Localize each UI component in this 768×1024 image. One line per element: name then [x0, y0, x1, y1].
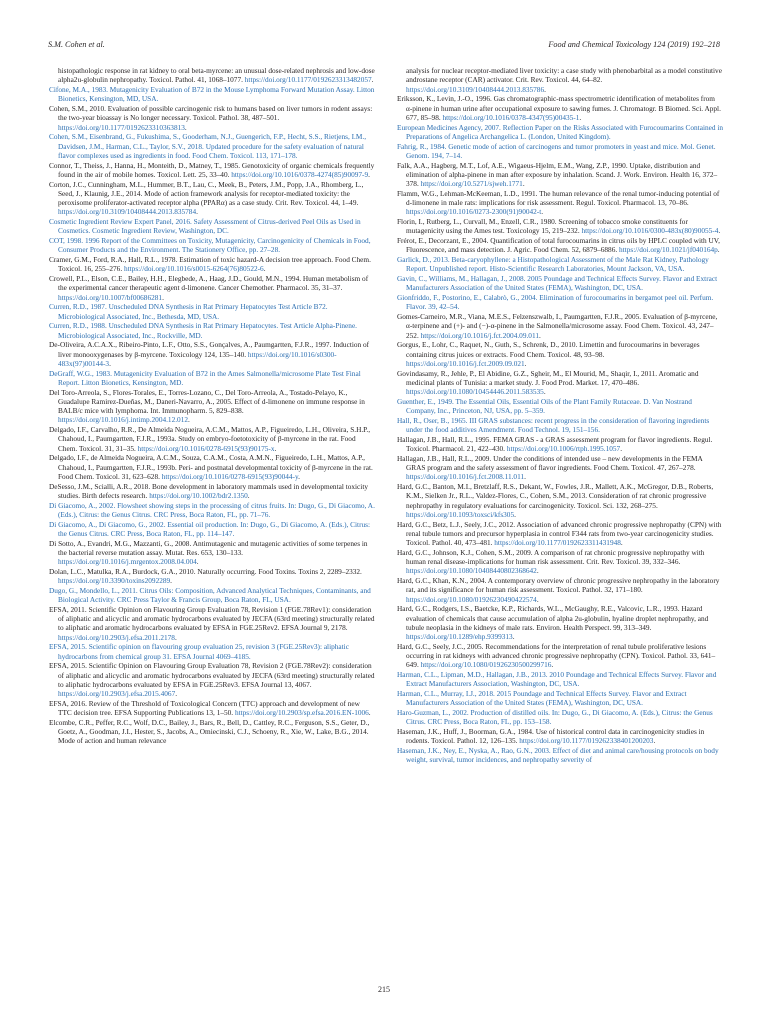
doi-link[interactable]: https://doi.org/10.1016/s0015-6264(76)80522-6	[123, 264, 264, 274]
doi-link[interactable]: https://doi.org/10.1016/s0300-483x(97)00144-3	[58, 349, 337, 368]
reference-text: Connor, T., Theiss, J., Hanna, H., Monteith, D., Matney, T., 1985. Genotoxicity of organic chemicals frequently found in the air of mobile homes. Toxicol. Lett. 25, 33–40.	[49, 160, 375, 179]
doi-link[interactable]: https://doi.org/10.1080/01926230490422574	[406, 594, 537, 604]
doi-link[interactable]: https://doi.org/10.1006/rtph.1995.1057	[506, 444, 621, 453]
reference-text: Florin, I., Rutberg, L., Curvall, M., Enzell, C.R., 1980. Screening of tobacco smoke constituents for mutagenicity using the Ames test. Toxicology 15, 219–232.	[397, 217, 688, 236]
reference-entry	[397, 482, 723, 519]
reference-text: Corton, J.C., Cunningham, M.L., Hummer, B.T., Lau, C., Meek, B., Peters, J.M., Popp, J.A., Rhomberg, L., Seed, J., Klaunig, J.E., 2014. Mode of action framework analysis for receptor-mediated toxicity: the peroxisome proliferator-activated receptor alpha (PPARα) as a case study. Crit. Rev. Toxicol. 44, 1–49.	[49, 179, 364, 207]
reference-entry	[49, 605, 375, 642]
reference-suffix: .	[717, 245, 720, 255]
doi-link[interactable]: https://doi.org/10.1016/0278-6915(93)90175-x	[137, 443, 275, 453]
doi-link[interactable]: https://doi.org/10.1177/0192623311431948	[494, 538, 621, 547]
doi-link[interactable]: https://doi.org/10.1289/ehp.9399313	[406, 632, 513, 641]
doi-link[interactable]: https://doi.org/10.1007/bf00686281	[58, 292, 163, 302]
reference-entry[interactable]	[397, 397, 723, 416]
reference-entry[interactable]	[49, 586, 375, 605]
reference-entry	[397, 520, 723, 548]
page-number: 215	[378, 985, 390, 994]
reference-suffix: .	[247, 490, 250, 500]
reference-text: Haseman, J.K., Huff, J., Boorman, G.A., 1984. Use of historical control data in carcinogenicity studies in rodents. Toxicol. Pathol. 12, 126–135.	[397, 727, 705, 746]
doi-link[interactable]: https://doi.org/10.2903/j.efsa.2015.4067	[58, 689, 176, 698]
doi-link[interactable]: https://doi.org/10.2903/j.efsa.2011.2178	[58, 632, 175, 642]
reference-suffix: .	[170, 576, 172, 585]
doi-link[interactable]: https://doi.org/10.1177/019262338401200203	[519, 736, 654, 746]
reference-entry[interactable]	[49, 369, 375, 388]
reference-text: Frérot, E., Decorzant, E., 2004. Quantification of total furocoumarins in citrus oils by HPLC coupled with UV, Fluorescence, and mass detection. J. Agric. Food Chem. 52, 6879–6886.	[397, 236, 720, 255]
doi-link[interactable]: https://doi.org/10.1080/10408440802368642	[406, 566, 537, 576]
doi-link[interactable]: https://doi.org/10.1177/0192623310363813	[58, 122, 185, 132]
reference-text[interactable]: Curren, R.D., 1988. Unscheduled DNA Synthesis in Rat Primary Hepatocytes. Test Article Alpha-Pinene. Microbiological Associated, Inc., Rockville, MD.	[49, 321, 358, 340]
reference-entry[interactable]	[49, 501, 375, 520]
reference-text: histopathologic response in rat kidney to oral beta-myrcene: an unusual dose-related nephrosis and low-dose alpha2u-globulin nephropathy. Toxicol. Pathol. 41, 1068–1077.	[58, 66, 375, 85]
reference-entry	[49, 66, 375, 85]
doi-link[interactable]: https://doi.org/10.1016/0378-4274(85)90097-9	[231, 169, 369, 179]
reference-text[interactable]: Garlick, D., 2013. Beta-caryophyllene: a Histopathological Assessment of the Male Rat Kidney, Pathology Report. Unpublished report. Histo-Scientific Research Laboratories, Mount Jackson, VA, USA.	[397, 255, 709, 274]
reference-entry	[49, 661, 375, 698]
doi-link[interactable]: https://doi.org/10.1021/jf040164p	[619, 245, 718, 255]
reference-text[interactable]: Cifone, M.A., 1983. Mutagenicity Evaluation of B72 in the Mouse Lymphoma Forward Mutation Assay. Litton Bionetics, Kensington, MD, USA.	[49, 85, 375, 104]
reference-entry[interactable]	[49, 236, 375, 255]
reference-suffix: .	[538, 330, 541, 340]
reference-text: Hard, G.C., Betz, L.J., Seely, J.C., 2012. Association of advanced chronic progressive nephropathy (CPN) with renal tubule tumors and precursor hyperplasia in control F344 rats from two-year carcinogenicity studies. Toxicol. Pathol. 40, 473–481.	[397, 519, 722, 547]
reference-text[interactable]: COT, 1998. 1996 Report of the Committees on Toxicity, Mutagenicity, Carcinogenicity of Chemicals in Food, Consumer Products and the Environment. The Stationery Office, pp. 27–28.	[49, 236, 371, 255]
reference-suffix: .	[263, 264, 266, 274]
reference-entry	[397, 576, 723, 604]
doi-link[interactable]: https://doi.org/10.1016/0273-2300(91)90042-t	[406, 207, 542, 217]
reference-entry	[49, 425, 375, 453]
reference-text[interactable]: European Medicines Agency, 2007. Reflection Paper on the Risks Associated with Furocoumarins Contained in Preparations of Angelica Archangelica L. (London, United Kingdom).	[397, 122, 724, 141]
reference-suffix: .	[368, 708, 371, 717]
reference-suffix: .	[371, 75, 374, 85]
reference-text: Hard, G.C., Banton, M.I., Bretzlaff, R.S., Dekant, W., Fowles, J.R., Mallett, A.K., McGregor, D.B., Roberts, K.M., Sielken Jr., R.L., Valdez-Flores, C., Cohen, S.M., 2013. Consideration of rat chronic progressive nephropathy in regulatory evaluations for carcinogenicity. Toxicol. Sci. 132, 268–275.	[397, 482, 714, 510]
references-right-column	[397, 66, 723, 765]
reference-text: EFSA, 2016. Review of the Threshold of Toxicological Concern (TTC) approach and development of new TTC decision tree. EFSA Supporting Publications 13, 1–50.	[49, 698, 360, 717]
reference-entry	[397, 340, 723, 368]
reference-text[interactable]: Di Giacomo, A., Di Giacomo, G., 2002. Essential oil production. In: Dugo, G., Di Giacomo, A. (Eds.), Citrus: the Genus Citrus. CRC Press, Boca Raton, FL, pp. 114–147.	[49, 519, 371, 538]
reference-entry	[397, 94, 723, 122]
reference-entry	[49, 482, 375, 501]
reference-entry[interactable]	[49, 85, 375, 104]
reference-entry[interactable]	[49, 217, 375, 236]
reference-suffix: .	[514, 509, 516, 519]
reference-entry	[49, 539, 375, 567]
reference-text: Cramer, G.M., Ford, R.A., Hall, R.L., 1978. Estimation of toxic hazard-A decision tree approach. Food Chem. Toxicol. 16, 255–276.	[49, 255, 371, 274]
running-header	[48, 40, 720, 54]
reference-entry	[49, 388, 375, 425]
reference-entry[interactable]	[397, 708, 723, 727]
doi-link[interactable]: https://doi.org/10.1016/0278-6915(93)90044-y	[161, 471, 299, 481]
header-authors: S.M. Cohen et al.	[48, 40, 105, 49]
reference-text[interactable]: Cosmetic Ingredient Review Expert Panel, 2016. Safety Assessment of Citrus-derived Peel Oils as Used in Cosmetics. Cosmetic Ingredient Review, Washington, DC.	[49, 217, 361, 236]
reference-text: DeSesso, J.M., Scialli, A.R., 2018. Bone development in laboratory mammals used in developmental toxicity studies. Birth defects research.	[49, 481, 368, 500]
reference-entry[interactable]	[49, 520, 375, 539]
reference-entry[interactable]	[397, 142, 723, 161]
reference-text[interactable]: Gionfriddo, F., Postorino, E., Calabrò, G., 2004. Elimination of furocoumarins in bergamot peel oil. Perfum. Flavor. 39, 42–54.	[397, 293, 714, 312]
doi-link[interactable]: https://doi.org/10.1080/10454446.2011.583535	[406, 387, 544, 396]
doi-link[interactable]: https://doi.org/10.3390/toxins2092289	[58, 576, 171, 585]
reference-suffix: .	[620, 538, 623, 547]
reference-text[interactable]: Cohen, S.M., Eisenbrand, G., Fukushima, S., Gooderham, N.J., Guengerich, F.P., Hecht, S.S., Rietjens, I.M., Davidsen, J.M., Harman, C.L., Taylor, S.V., 2018. Updated procedure for the safety evaluation of natural flavor complexes used as ingredients in food. Food Chem. Toxicol. 113, 171–178.	[49, 132, 367, 160]
reference-suffix: .	[544, 84, 546, 94]
reference-text: De-Oliveira, A.C.A.X., Ribeiro-Pinto, L.F., Otto, S.S., Gonçalves, A., Paumgartten, F.J.R., 1997. Induction of liver monooxygenases by β-myrcene. Toxicology 124, 135–140.	[49, 340, 370, 359]
reference-text[interactable]: Curren, R.D., 1987. Unscheduled DNA Synthesis in Rat Primary Hepatocytes Test Article B72. Microbiological Associated, Inc., Bethesda, MD, USA.	[49, 302, 328, 321]
reference-suffix: .	[536, 594, 539, 604]
reference-entry[interactable]	[397, 255, 723, 274]
reference-entry	[49, 104, 375, 132]
reference-text: Falk, A.A., Hagberg, M.T., Lof, A.E., Wigaeus-Hjelm, E.M., Wang, Z.P., 1990. Uptake, distribution and elimination of alpha-pinene in man after exposure by inhalation. Scand. J. Work. Environ. Health 16, 372–378.	[397, 160, 718, 188]
reference-entry	[49, 567, 375, 586]
reference-text[interactable]: Haro-Guzman, L., 2002. Production of distilled oils. In: Dugo, G., Di Giacomo, A. (Eds.), Citrus: the Genus Citrus. CRC Press, Boca Raton, FL, pp. 153–158.	[397, 708, 713, 727]
reference-entry	[397, 548, 723, 576]
reference-text: Hard, G.C., Khan, K.N., 2004. A contemporary overview of chronic progressive nephropathy in the laboratory rat, and its significance for human risk assessment. Toxicol. Pathol. 32, 171–180.	[397, 576, 720, 595]
reference-text[interactable]: Haseman, J.K., Ney, E., Nyska, A., Rao, G.N., 2003. Effect of diet and animal care/housing protocols on body weight, survival, tumor incidences, and nephropathy severity of	[397, 746, 719, 765]
doi-link[interactable]: https://doi.org/10.1016/j.fct.2009.09.021	[406, 358, 525, 368]
reference-entry	[49, 255, 375, 274]
reference-entry	[397, 236, 723, 255]
reference-entry	[49, 180, 375, 217]
reference-entry	[49, 161, 375, 180]
doi-link[interactable]: https://doi.org/10.1016/0378-4347(95)00435-1	[442, 112, 580, 122]
reference-suffix: .	[536, 566, 539, 576]
reference-entry	[397, 642, 723, 670]
reference-suffix: .	[543, 387, 546, 396]
reference-text: Gorgus, E., Lohr, C., Raquet, N., Guth, S., Schrenk, D., 2010. Limettin and furocoumarins in beverages containing citrus juices or extracts. Food Chem. Toxicol. 48, 93–98.	[397, 340, 700, 359]
reference-entry	[397, 312, 723, 340]
reference-text[interactable]: Gavin, C., Williams, M., Hallagan, J., 2008. 2005 Poundage and Technical Effects Survey. Flavor and Extract Manufacturers Association of the United States (FEMA), Washington, DC, USA.	[397, 274, 718, 293]
reference-entry[interactable]	[397, 293, 723, 312]
doi-link[interactable]: https://doi.org/10.1016/j.fct.2008.11.011	[406, 472, 525, 482]
doi-link[interactable]: https://doi.org/10.1002/bdr2.1350	[149, 490, 248, 500]
reference-suffix: .	[524, 472, 526, 482]
reference-text: Delgado, I.F., de Almeida Nogueira, A.C.M., Souza, C.A.M., Costa, A.M.N., Figueiredo, L.H., Mattos, A.P., Chahoud, I., Paumgartten, F.J.R., 1993b. Peri- and postnatal developmental toxicity of β-myrcene in the rat. Food Chem. Toxicol. 31, 623–628.	[49, 453, 373, 481]
reference-suffix: .	[298, 471, 300, 481]
reference-entry	[49, 699, 375, 718]
reference-entry[interactable]	[49, 302, 375, 321]
reference-suffix: .	[196, 207, 198, 217]
reference-text: Cohen, S.M., 2010. Evaluation of possible carcinogenic risk to humans based on liver tumors in rodent assays: the two-year bioassay is No longer necessary. Toxicol. Pathol. 38, 487–501.	[49, 104, 373, 123]
reference-suffix: .	[109, 358, 111, 368]
reference-entry[interactable]	[397, 689, 723, 708]
doi-link[interactable]: https://doi.org/10.2903/sp.efsa.2016.EN-1006	[234, 708, 369, 717]
reference-text: Eriksson, K., Levin, J.-O., 1996. Gas chromatographic-mass spectrometric identification of metabolites from α-pinene in human urine after occupational exposure to sawing fumes. J. Chromatogr. B Biomed. Sci. Appl. 677, 85–98.	[397, 94, 721, 122]
reference-entry	[397, 161, 723, 189]
reference-text[interactable]: Harman, C.L., Lipman, M.D., Hallagan, J.B., 2013. 2010 Poundage and Technical Effects Survey. Flavor and Extract Manufacturers Association, Washington, DC, USA.	[397, 670, 717, 689]
reference-suffix: .	[579, 112, 582, 122]
reference-text: Flamm, W.G., Lehman-McKeeman, L.D., 1991. The human relevance of the renal tumor-inducing potential of d-limonene in male rats: implications for risk assessment. Regul. Toxicol. Pharmacol. 13, 70–86.	[397, 188, 720, 207]
reference-text: Crowell, P.L., Elson, C.E., Bailey, H.H., Elegbede, A., Haag, J.D., Gould, M.N., 1994. Human metabolism of the experimental cancer therapeutic agent d-limonene. Cancer Chemother. Pharmacol. 35, 31–37.	[49, 274, 369, 293]
reference-entry	[397, 189, 723, 217]
doi-link[interactable]: https://doi.org/10.1016/j.intimp.2004.12.012	[58, 415, 189, 425]
reference-entry	[397, 435, 723, 454]
reference-text[interactable]: Harman, C.L., Murray, I.J., 2018. 2015 Poundage and Technical Effects Survey. Flavor and Extract Manufacturers Association of the United States (FEMA), Washington, DC, USA.	[397, 689, 687, 708]
reference-suffix: .	[620, 444, 623, 453]
reference-text: Govindasamy, R., Jehle, P., El Abidine, G.Z., Sgheir, M., El Mourid, M., Shaqir, I., 2011. Aromatic and medicinal plants of Tunisia: a market study. J. Food Prod. Market. 17, 470–486.	[397, 368, 699, 387]
reference-entry	[49, 718, 375, 746]
reference-text: Hallagan, J.B., Hall, R.L., 2009. Under the conditions of intended use – new developments in the FEMA GRAS program and the safety assessment of flavor ingredients. Food Chem. Toxicol. 47, 267–278.	[397, 453, 703, 472]
reference-text: Di Sotto, A., Evandri, M.G., Mazzanti, G., 2008. Antimutagenic and mutagenic activities of some terpenes in the bacterial reverse mutation assay. Mutat. Res. 653, 130–133.	[49, 538, 368, 557]
reference-suffix: .	[175, 689, 178, 698]
reference-suffix: .	[524, 358, 527, 368]
reference-entry[interactable]	[49, 132, 375, 160]
references-left-column	[49, 66, 375, 746]
reference-text[interactable]: Fahrig, R., 1984. Genetic mode of action of carcinogens and tumor promoters in yeast and mice. Mol. Genet. Genom. 194, 7–14.	[397, 141, 716, 160]
reference-text[interactable]: Dugo, G., Mondello, L., 2011. Citrus Oils: Composition, Advanced Analytical Techniques, Contaminants, and Biological Activity. CRC Press Taylor & Francis Group, Boca Raton, FL, USA.	[49, 585, 371, 604]
reference-suffix: .	[551, 660, 554, 670]
reference-entry[interactable]	[397, 274, 723, 293]
reference-text: analysis for nuclear receptor-mediated liver toxicity: a case study with phenobarbital as a model constitutive androstane receptor (CAR) activator. Crit. Rev. Toxicol. 44, 64–82.	[406, 66, 722, 85]
reference-entry[interactable]	[49, 321, 375, 340]
reference-entry	[397, 66, 723, 94]
doi-link[interactable]: https://doi.org/10.3109/10408444.2013.835784	[58, 207, 197, 217]
reference-suffix: .	[522, 179, 525, 188]
reference-text: Delgado, I.F., Carvalho, R.R., De Almeida Nogueira, A.C.M., Mattos, A.P., Figueiredo, L.H., Oliveira, S.H.P., Chahoud, I., Paumgartten, F.J.R., 1993a. Study on embryo-foetotoxicity of β-myrcene in the rat. Food Chem. Toxicol. 31, 31–35.	[49, 425, 371, 453]
reference-entry	[397, 454, 723, 482]
reference-text: EFSA, 2015. Scientific Opinion on Flavouring Group Evaluation 78, Revision 2 (FGE.78Rev2): consideration of aliphatic and alicyclic and aromatic hydrocarbons evaluated by JECFA (63rd meeting) structurally related to aliphatic hydrocarbons evaluated by EFSA in FGE.25Rev3. EFSA Journal 13, 4067.	[49, 661, 375, 689]
header-journal: Food and Chemical Toxicology 124 (2019) 192–218	[548, 40, 720, 49]
reference-entry	[49, 340, 375, 368]
reference-text: Del Toro-Arreola, S., Flores-Torales, E., Torres-Lozano, C., Del Toro-Arreola, A., Tostado-Pelayo, K., Guadalupe Ramirez-Dueñas, M., Daneri-Navarro, A., 2005. Effect of d-limonene on immune response in BALB/c mice with lymphoma. Int. Immunopharm. 5, 829–838.	[49, 387, 365, 415]
reference-suffix: .	[184, 122, 187, 132]
reference-text: Hallagan, J.B., Hall, R.L., 1995. FEMA GRAS - a GRAS assessment program for flavor ingredients. Regul. Toxicol. Pharmacol. 21, 422–430.	[397, 434, 713, 453]
doi-link[interactable]: https://doi.org/10.1016/0300-483x(80)90055-4	[581, 226, 719, 236]
reference-text: Dolan, L.C., Matulka, R.A., Burdock, G.A., 2010. Naturally occurring. Food Toxins. Toxins 2, 2289–2332.	[49, 566, 362, 576]
reference-entry[interactable]	[397, 670, 723, 689]
reference-suffix: .	[368, 169, 370, 179]
reference-text: EFSA, 2011. Scientific Opinion on Flavouring Group Evaluation 78, Revision 1 (FGE.78Rev1): consideration of aliphatic and alicyclic and aromatic hydrocarbons evaluated by JECFA (63rd meeting) structurally related to aliphatic and aromatic hydrocarbons evaluated by EFSA in FGE.25Rev2. EFSA Journal 9, 2178.	[49, 604, 375, 633]
reference-suffix: .	[718, 226, 721, 236]
reference-text: Hard, G.C., Seely, J.C., 2005. Recommendations for the interpretation of renal tubule proliferative lesions occurring in rat kidneys with advanced chronic progressive nephropathy (CPN). Toxicol. Pathol. 33, 641–649.	[397, 641, 716, 670]
doi-link[interactable]: https://doi.org/10.5271/sjweh.1771	[420, 179, 523, 188]
reference-suffix: .	[653, 736, 656, 746]
reference-text: Gomes-Carneiro, M.R., Viana, M.E.S., Felzenszwalb, I., Paumgartten, F.J.R., 2005. Evaluation of β-myrcene, α-terpinene and (+)- and (−)-α-pinene in the Salmonella/microsome assay. Food Chem. Toxicol. 43, 247–252.	[397, 312, 718, 340]
reference-suffix: .	[541, 207, 544, 217]
reference-entry	[397, 369, 723, 397]
reference-text[interactable]: DeGraff, W.G., 1983. Mutagenicity Evaluation of B72 in the Ames Salmonella/microsome Plate Test Final Report. Litton Bionetics, Kensington, MD.	[49, 368, 361, 387]
reference-suffix: .	[162, 292, 164, 302]
reference-text[interactable]: Hall, R., Oser, B., 1965. III GRAS substances: recent progress in the consideration of flavoring ingredients under the food additives Amendment. Food Technol. 19, 151–156.	[397, 415, 710, 434]
reference-entry	[397, 217, 723, 236]
reference-entry	[397, 604, 723, 641]
reference-suffix: .	[174, 632, 177, 642]
reference-text[interactable]: EFSA, 2015. Scientific opinion on flavouring group evaluation 25, revision 3 (FGE.25Rev3): aliphatic hydrocarbons from chemical group 31. EFSA Journal 4069–4185.	[49, 642, 349, 661]
doi-link[interactable]: https://doi.org/10.1177/0192623313482057	[244, 75, 372, 85]
reference-entry[interactable]	[397, 123, 723, 142]
reference-entry[interactable]	[397, 416, 723, 435]
doi-link[interactable]: https://doi.org/10.1016/j.mrgentox.2008.04.004	[58, 557, 197, 566]
doi-link[interactable]: https://doi.org/10.3109/10408444.2013.835786	[406, 84, 545, 94]
reference-text[interactable]: Di Giacomo, A., 2002. Flowsheet showing steps in the processing of citrus fruits. In: Dugo, G., Di Giacomo, A. (Eds.), Citrus: the Genus Citrus. CRC Press, Boca Raton, FL, pp. 71–76.	[49, 500, 375, 519]
reference-text[interactable]: Guenther, E., 1949. The Essential Oils, Essential Oils of the Plant Family Rutaceae. D. Van Nostrand Company, Inc., Princeton, NJ, USA, pp. 5–359.	[397, 396, 692, 415]
reference-suffix: .	[274, 443, 277, 453]
reference-entry[interactable]	[397, 746, 723, 765]
doi-link[interactable]: https://doi.org/10.1093/toxsci/kfs305	[406, 509, 515, 519]
reference-text: Elcombe, C.R., Peffer, R.C., Wolf, D.C., Bailey, J., Bars, R., Bell, D., Cattley, R.C., Ferguson, S.S., Geter, D., Goetz, A., Goodman, J.I., Hester, S., Jacobs, A., Omiecinski, C.J., Schoeny, R., Xie, W., Lake, B.G., 2014. Mode of action and human relevance	[49, 717, 370, 746]
reference-entry	[397, 727, 723, 746]
doi-link[interactable]: https://doi.org/10.1016/j.fct.2004.09.011	[420, 330, 539, 340]
reference-text: Hard, G.C., Johnson, K.J., Cohen, S.M., 2009. A comparison of rat chronic progressive nephropathy with human renal disease-implications for human risk assessment. Crit. Rev. Toxicol. 39, 332–346.	[397, 547, 705, 566]
reference-entry[interactable]	[49, 642, 375, 661]
reference-text: Hard, G.C., Rodgers, I.S., Baetcke, K.P., Richards, W.L., McGaughy, R.E., Valcovic, L.R., 1993. Hazard evaluation of chemicals that cause accumulation of alpha 2u-globulin, hyaline droplet nephropathy, and tubule neoplasia in the kidneys of male rats. Environ. Health Perspect. 99, 313–349.	[397, 604, 709, 632]
reference-suffix: .	[512, 632, 515, 641]
reference-entry	[49, 274, 375, 302]
reference-suffix: .	[188, 415, 190, 425]
doi-link[interactable]: https://doi.org/10.1080/01926230500299716	[420, 660, 552, 670]
reference-suffix: .	[196, 557, 199, 566]
reference-entry	[49, 453, 375, 481]
